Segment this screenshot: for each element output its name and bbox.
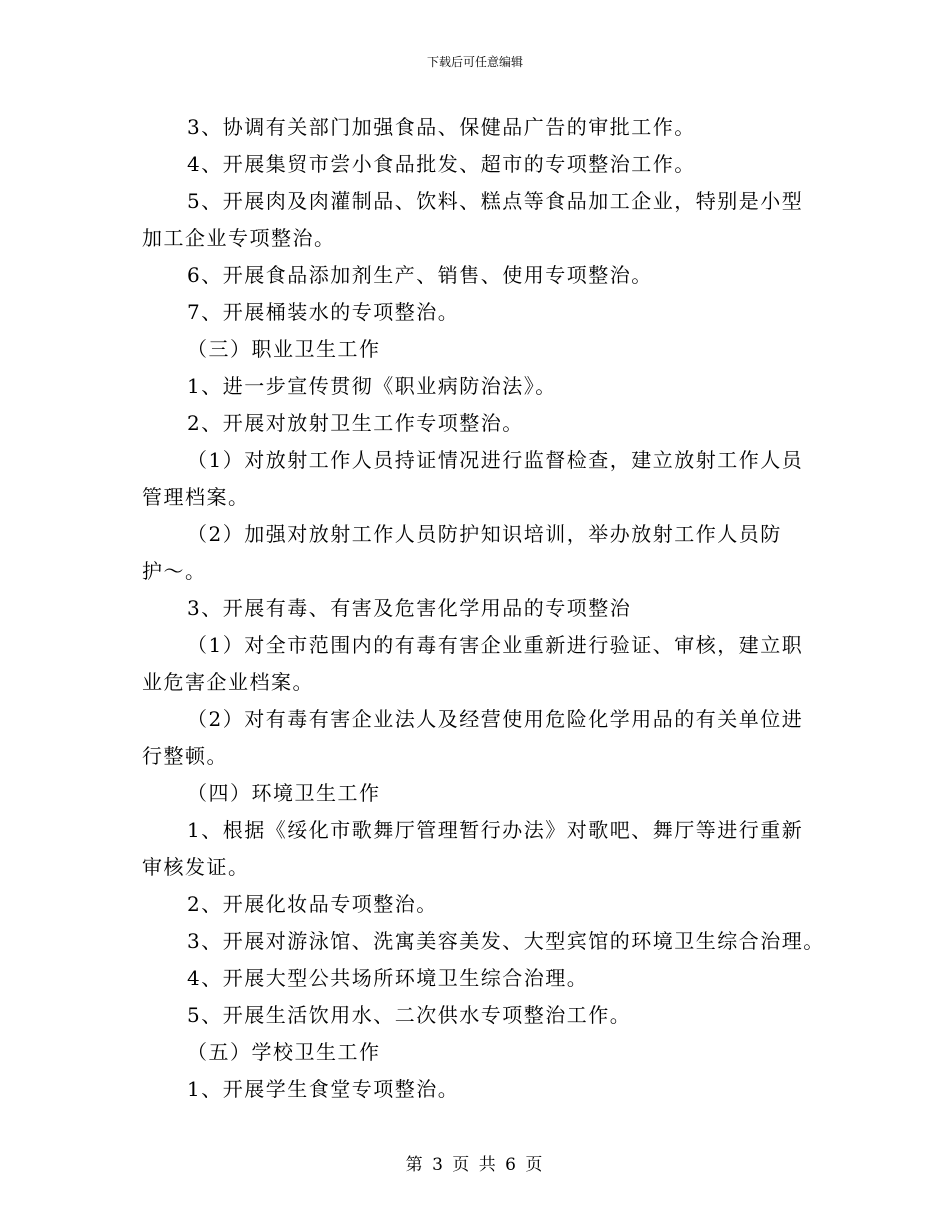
paragraph: 3、开展对游泳馆、洗寓美容美发、大型宾馆的环境卫生综合治理。 — [187, 929, 825, 953]
paragraph: 7、开展桶装水的专项整治。 — [187, 300, 460, 324]
paragraph-line-2: 护～。 — [142, 559, 207, 583]
page-number: 第 3 页 共 6 页 — [405, 1155, 545, 1175]
paragraph: 3、协调有关部门加强食品、保健品广告的审批工作。 — [187, 115, 696, 139]
section-heading: （五）学校卫生工作 — [187, 1040, 381, 1064]
page-header: 下载后可任意编辑 — [426, 55, 523, 69]
paragraph-line-2: 管理档案。 — [142, 485, 250, 509]
paragraph-line-2: 业危害企业档案。 — [142, 670, 314, 694]
paragraph-line-1: 5、开展肉及肉灌制品、饮料、糕点等食品加工企业，特别是小型 — [187, 189, 804, 213]
paragraph: 3、开展有毒、有害及危害化学用品的专项整治 — [187, 596, 632, 620]
paragraph-line-1: （2）对有毒有害企业法人及经营使用危险化学用品的有关单位进 — [187, 707, 804, 731]
section-heading: （四）环境卫生工作 — [187, 781, 381, 805]
paragraph-line-2: 加工企业专项整治。 — [142, 226, 336, 250]
paragraph-line-2: 行整顿。 — [142, 744, 228, 768]
section-heading: （三）职业卫生工作 — [187, 337, 381, 361]
paragraph: 6、开展食品添加剂生产、销售、使用专项整治。 — [187, 263, 653, 287]
paragraph: 5、开展生活饮用水、二次供水专项整治工作。 — [187, 1003, 632, 1027]
paragraph-line-1: 1、根据《绥化市歌舞厅管理暂行办法》对歌吧、舞厅等进行重新 — [187, 818, 804, 842]
paragraph: 1、进一步宣传贯彻《职业病防治法》。 — [187, 374, 557, 398]
paragraph: 1、开展学生食堂专项整治。 — [187, 1077, 460, 1101]
document-body — [142, 109, 825, 1108]
paragraph: 4、开展集贸市尝小食品批发、超市的专项整治工作。 — [187, 152, 696, 176]
paragraph: 2、开展化妆品专项整治。 — [187, 892, 438, 916]
paragraph: 2、开展对放射卫生工作专项整治。 — [187, 411, 524, 435]
paragraph-line-1: （1）对放射工作人员持证情况进行监督检查，建立放射工作人员 — [187, 448, 804, 472]
paragraph-line-2: 审核发证。 — [142, 855, 250, 879]
paragraph: 4、开展大型公共场所环境卫生综合治理。 — [187, 966, 589, 990]
paragraph-line-1: （1）对全市范围内的有毒有害企业重新进行验证、审核，建立职 — [187, 633, 804, 657]
paragraph-line-1: （2）加强对放射工作人员防护知识培训，举办放射工作人员防 — [187, 522, 782, 546]
